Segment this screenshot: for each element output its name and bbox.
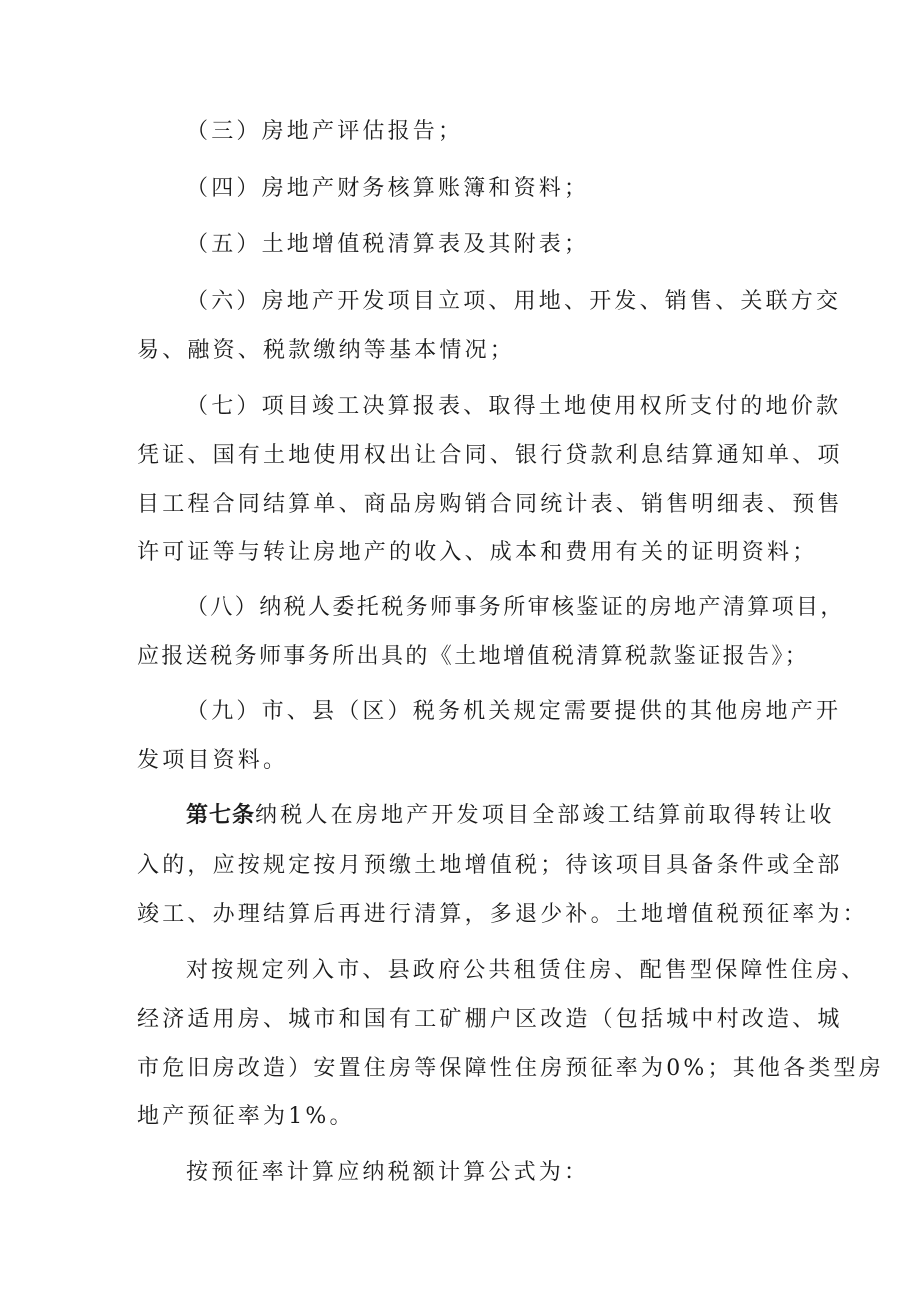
item-5-line-1: （五）土地增值税清算表及其附表； [186,232,590,257]
rates-line-2: 经济适用房、城市和国有工矿棚户区改造（包括城中村改造、城 [137,1007,843,1032]
item-7-line-4: 许可证等与转让房地产的收入、成本和费用有关的证明资料； [137,540,818,565]
article-7-line-3: 竣工、办理结算后再进行清算，多退少补。土地增值税预征率为： [137,902,868,927]
article-7-line-2: 入的，应按规定按月预缴土地增值税；待该项目具备条件或全部 [137,853,843,878]
rates-line-1: 对按规定列入市、县政府公共租赁住房、配售型保障性住房、 [186,958,867,983]
item-4-line-1: （四）房地产财务核算账簿和资料； [186,176,590,201]
formula-intro: 按预征率计算应纳税额计算公式为： [186,1160,590,1185]
item-7-line-2: 凭证、国有土地使用权出让合同、银行贷款利息结算通知单、项 [137,443,843,468]
rates-line-3: 市危旧房改造）安置住房等保障性住房预征率为0%；其他各类型房 [137,1056,884,1081]
item-6-line-1: （六）房地产开发项目立项、用地、开发、销售、关联方交 [186,289,842,314]
item-3-line-1: （三）房地产评估报告； [186,119,464,144]
item-9-line-1: （九）市、县（区）税务机关规定需要提供的其他房地产开 [186,699,842,724]
item-7-line-1: （七）项目竣工决算报表、取得土地使用权所支付的地价款 [186,394,842,419]
item-9-line-2: 发项目资料。 [137,748,289,773]
item-8-line-2: 应报送税务师事务所出具的《土地增值税清算税款鉴证报告》； [137,644,810,669]
article-7-heading: 第七条 [186,803,256,828]
article-7-first-line-text: 纳税人在房地产开发项目全部竣工结算前取得转让收 [255,803,835,828]
item-7-line-3: 目工程合同结算单、商品房购销合同统计表、销售明细表、预售 [137,492,843,517]
rates-line-4: 地产预征率为1%。 [137,1104,355,1129]
item-6-line-2: 易、融资、税款缴纳等基本情况； [137,338,516,363]
article-7-line-1 [186,801,835,831]
item-8-line-1: （八）纳税人委托税务师事务所审核鉴证的房地产清算项目， [186,595,845,620]
